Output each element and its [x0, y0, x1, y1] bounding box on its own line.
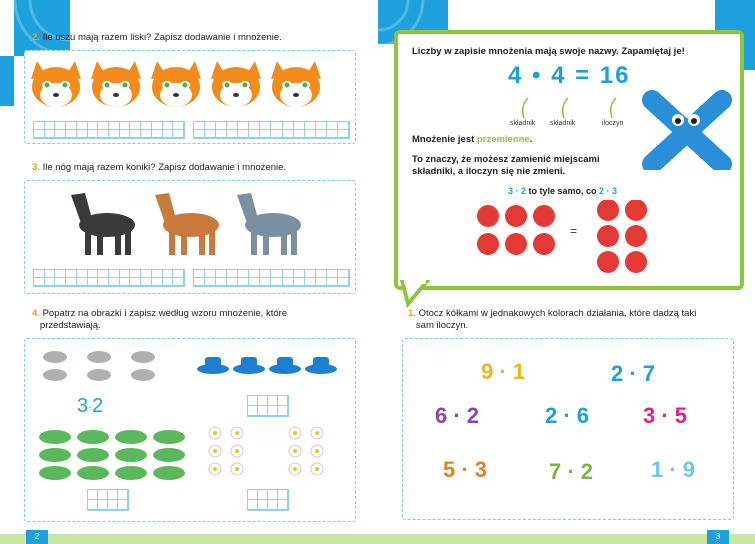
expression-9x1[interactable]: 9 · 1 — [481, 359, 526, 384]
task-3-box — [24, 180, 356, 294]
expression-6x2[interactable]: 6 · 2 — [435, 403, 480, 428]
rule-frame — [394, 30, 744, 290]
footer-bar — [0, 534, 378, 544]
expression-3x5[interactable]: 3 · 5 — [643, 403, 688, 428]
label-factor: składnik — [510, 120, 536, 127]
answer-grid[interactable] — [33, 269, 185, 287]
right-page — [378, 0, 755, 544]
footer-bar — [378, 534, 755, 544]
multiplication-mascot-icon — [642, 90, 732, 170]
equation: 4 • 4 = 16 — [508, 62, 631, 89]
answer-grid[interactable] — [247, 395, 289, 417]
example-multiplication: 3·2 — [77, 395, 104, 417]
same-as-statement: 3 · 2 to tyle samo, co 2 · 3 — [508, 186, 618, 196]
page-number: 3 — [707, 530, 729, 544]
answer-grid[interactable] — [33, 121, 185, 139]
foxes-illustration — [25, 55, 355, 115]
label-product: iloczyn — [602, 120, 624, 127]
expression-5x3[interactable]: 5 · 3 — [443, 457, 488, 482]
task-4-illustrations — [25, 339, 355, 519]
speech-bubble-tail — [394, 280, 434, 310]
task-4-box — [24, 338, 356, 522]
answer-grid[interactable] — [247, 489, 289, 511]
task-2-box — [24, 50, 356, 144]
explanation: To znaczy, że możesz zamienić miejscami składniki, a iloczyn się nie zmieni. — [412, 154, 600, 177]
expression-7x2[interactable]: 7 · 2 — [549, 459, 594, 484]
commutative-statement: Mnożenie jest przemienne. — [412, 134, 533, 145]
expression-2x6[interactable]: 2 · 6 — [545, 403, 590, 428]
page-number: 2 — [26, 530, 48, 544]
task-2-instruction: 2. Ile uszu mają razem liski? Zapisz dodawanie i mnożenie. — [32, 32, 282, 43]
answer-grid[interactable] — [193, 269, 350, 287]
frame-title: Liczby w zapisie mnożenia mają swoje nazwy. Zapamiętaj je! — [412, 46, 685, 57]
apples-illustration — [398, 200, 740, 280]
horses-illustration — [25, 185, 355, 265]
task-1-instruction: 1. Otocz kółkami w jednakowych kolorach działania, które dadzą taki sam iloczyn. — [408, 308, 697, 331]
expression-1x9[interactable]: 1 · 9 — [651, 457, 696, 482]
answer-grid[interactable] — [87, 489, 129, 511]
task-4-instruction: 4. Popatrz na obrazki i zapisz według wzoru mnożenie, które przedstawiają. — [32, 308, 288, 331]
label-factor: składnik — [550, 120, 576, 127]
equals-sign: = — [570, 224, 578, 238]
task-3-instruction: 3. Ile nóg mają razem koniki? Zapisz dodawanie i mnożenie. — [32, 162, 287, 173]
expression-2x7[interactable]: 2 · 7 — [611, 361, 656, 386]
task-1-box — [402, 338, 734, 520]
answer-grid[interactable] — [193, 121, 350, 139]
